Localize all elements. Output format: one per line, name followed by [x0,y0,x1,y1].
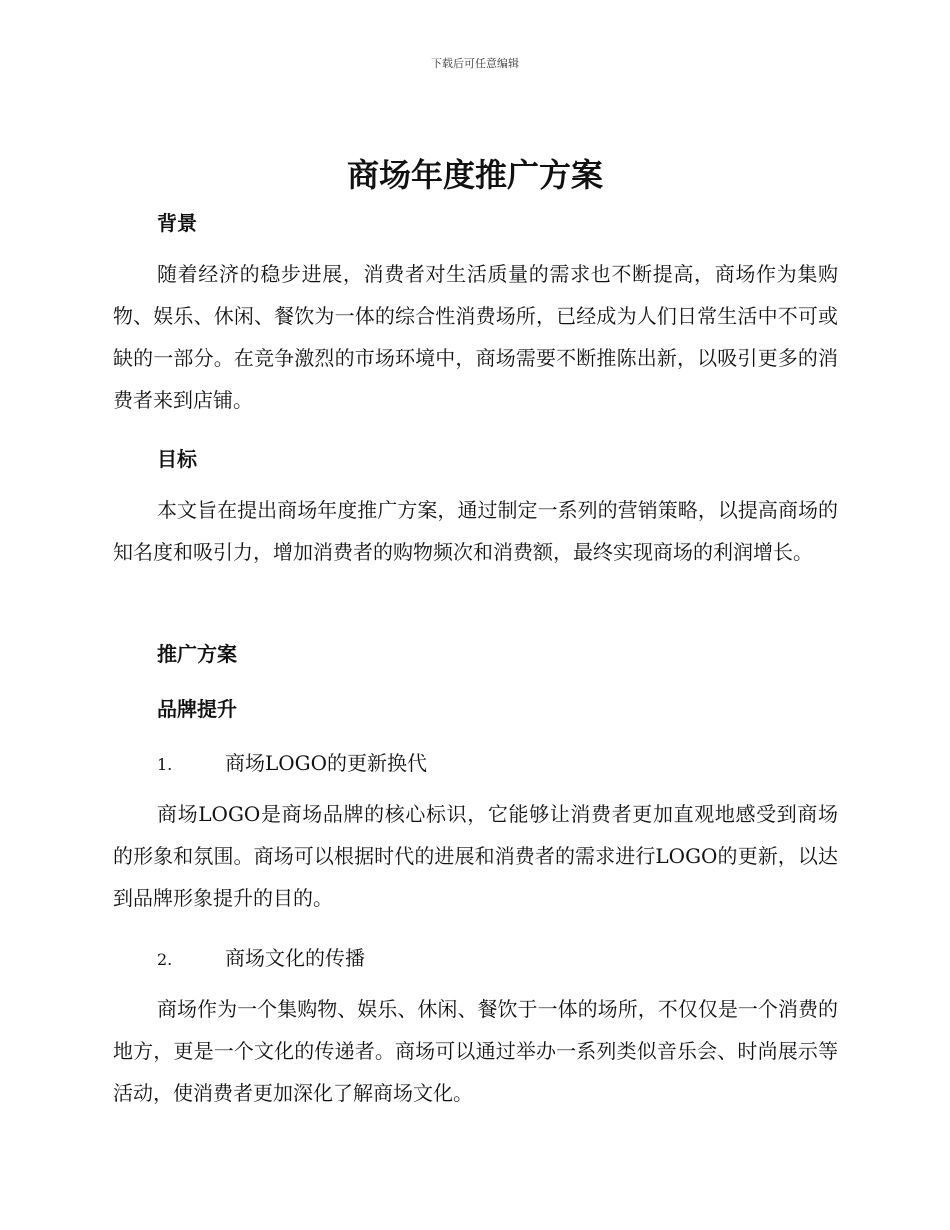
paragraph-goal: 本文旨在提出商场年度推广方案，通过制定一系列的营销策略，以提高商场的知名度和吸引力，增加消费者的购物频次和消费额，最终实现商场的利润增长。 [113,498,838,564]
heading-background: 背景 [157,211,197,235]
heading-goal: 目标 [157,447,197,471]
paragraph-culture: 商场作为一个集购物、娱乐、休闲、餐饮于一体的场所，不仅仅是一个消费的地方，更是一个文化的传递者。商场可以通过举办一系列类似音乐会、时尚展示等活动，使消费者更加深化了解商场文化。 [113,997,838,1105]
list-item-title: 商场LOGO的更新换代 [225,751,428,775]
paragraph-background: 随着经济的稳步进展，消费者对生活质量的需求也不断提高，商场作为集购物、娱乐、休闲、餐饮为一体的综合性消费场所，已经成为人们日常生活中不可或缺的一部分。在竞争激烈的市场环境中，商场需要不断推陈出新，以吸引更多的消费者来到店铺。 [113,262,838,412]
list-item-culture [157,942,837,971]
paragraph-logo-update: 商场LOGO是商场品牌的核心标识，它能够让消费者更加直观地感受到商场的形象和氛围。商场可以根据时代的进展和消费者的需求进行LOGO的更新，以达到品牌形象提升的目的。 [113,802,838,910]
list-number: 2. [157,950,173,969]
heading-brand: 品牌提升 [157,697,237,721]
page-title: 商场年度推广方案 [346,156,603,194]
list-item-title: 商场文化的传播 [225,946,365,970]
header-note: 下载后可任意编辑 [431,57,519,70]
list-item-logo-update [157,747,837,776]
heading-plan: 推广方案 [157,642,237,666]
list-number: 1. [157,755,173,774]
